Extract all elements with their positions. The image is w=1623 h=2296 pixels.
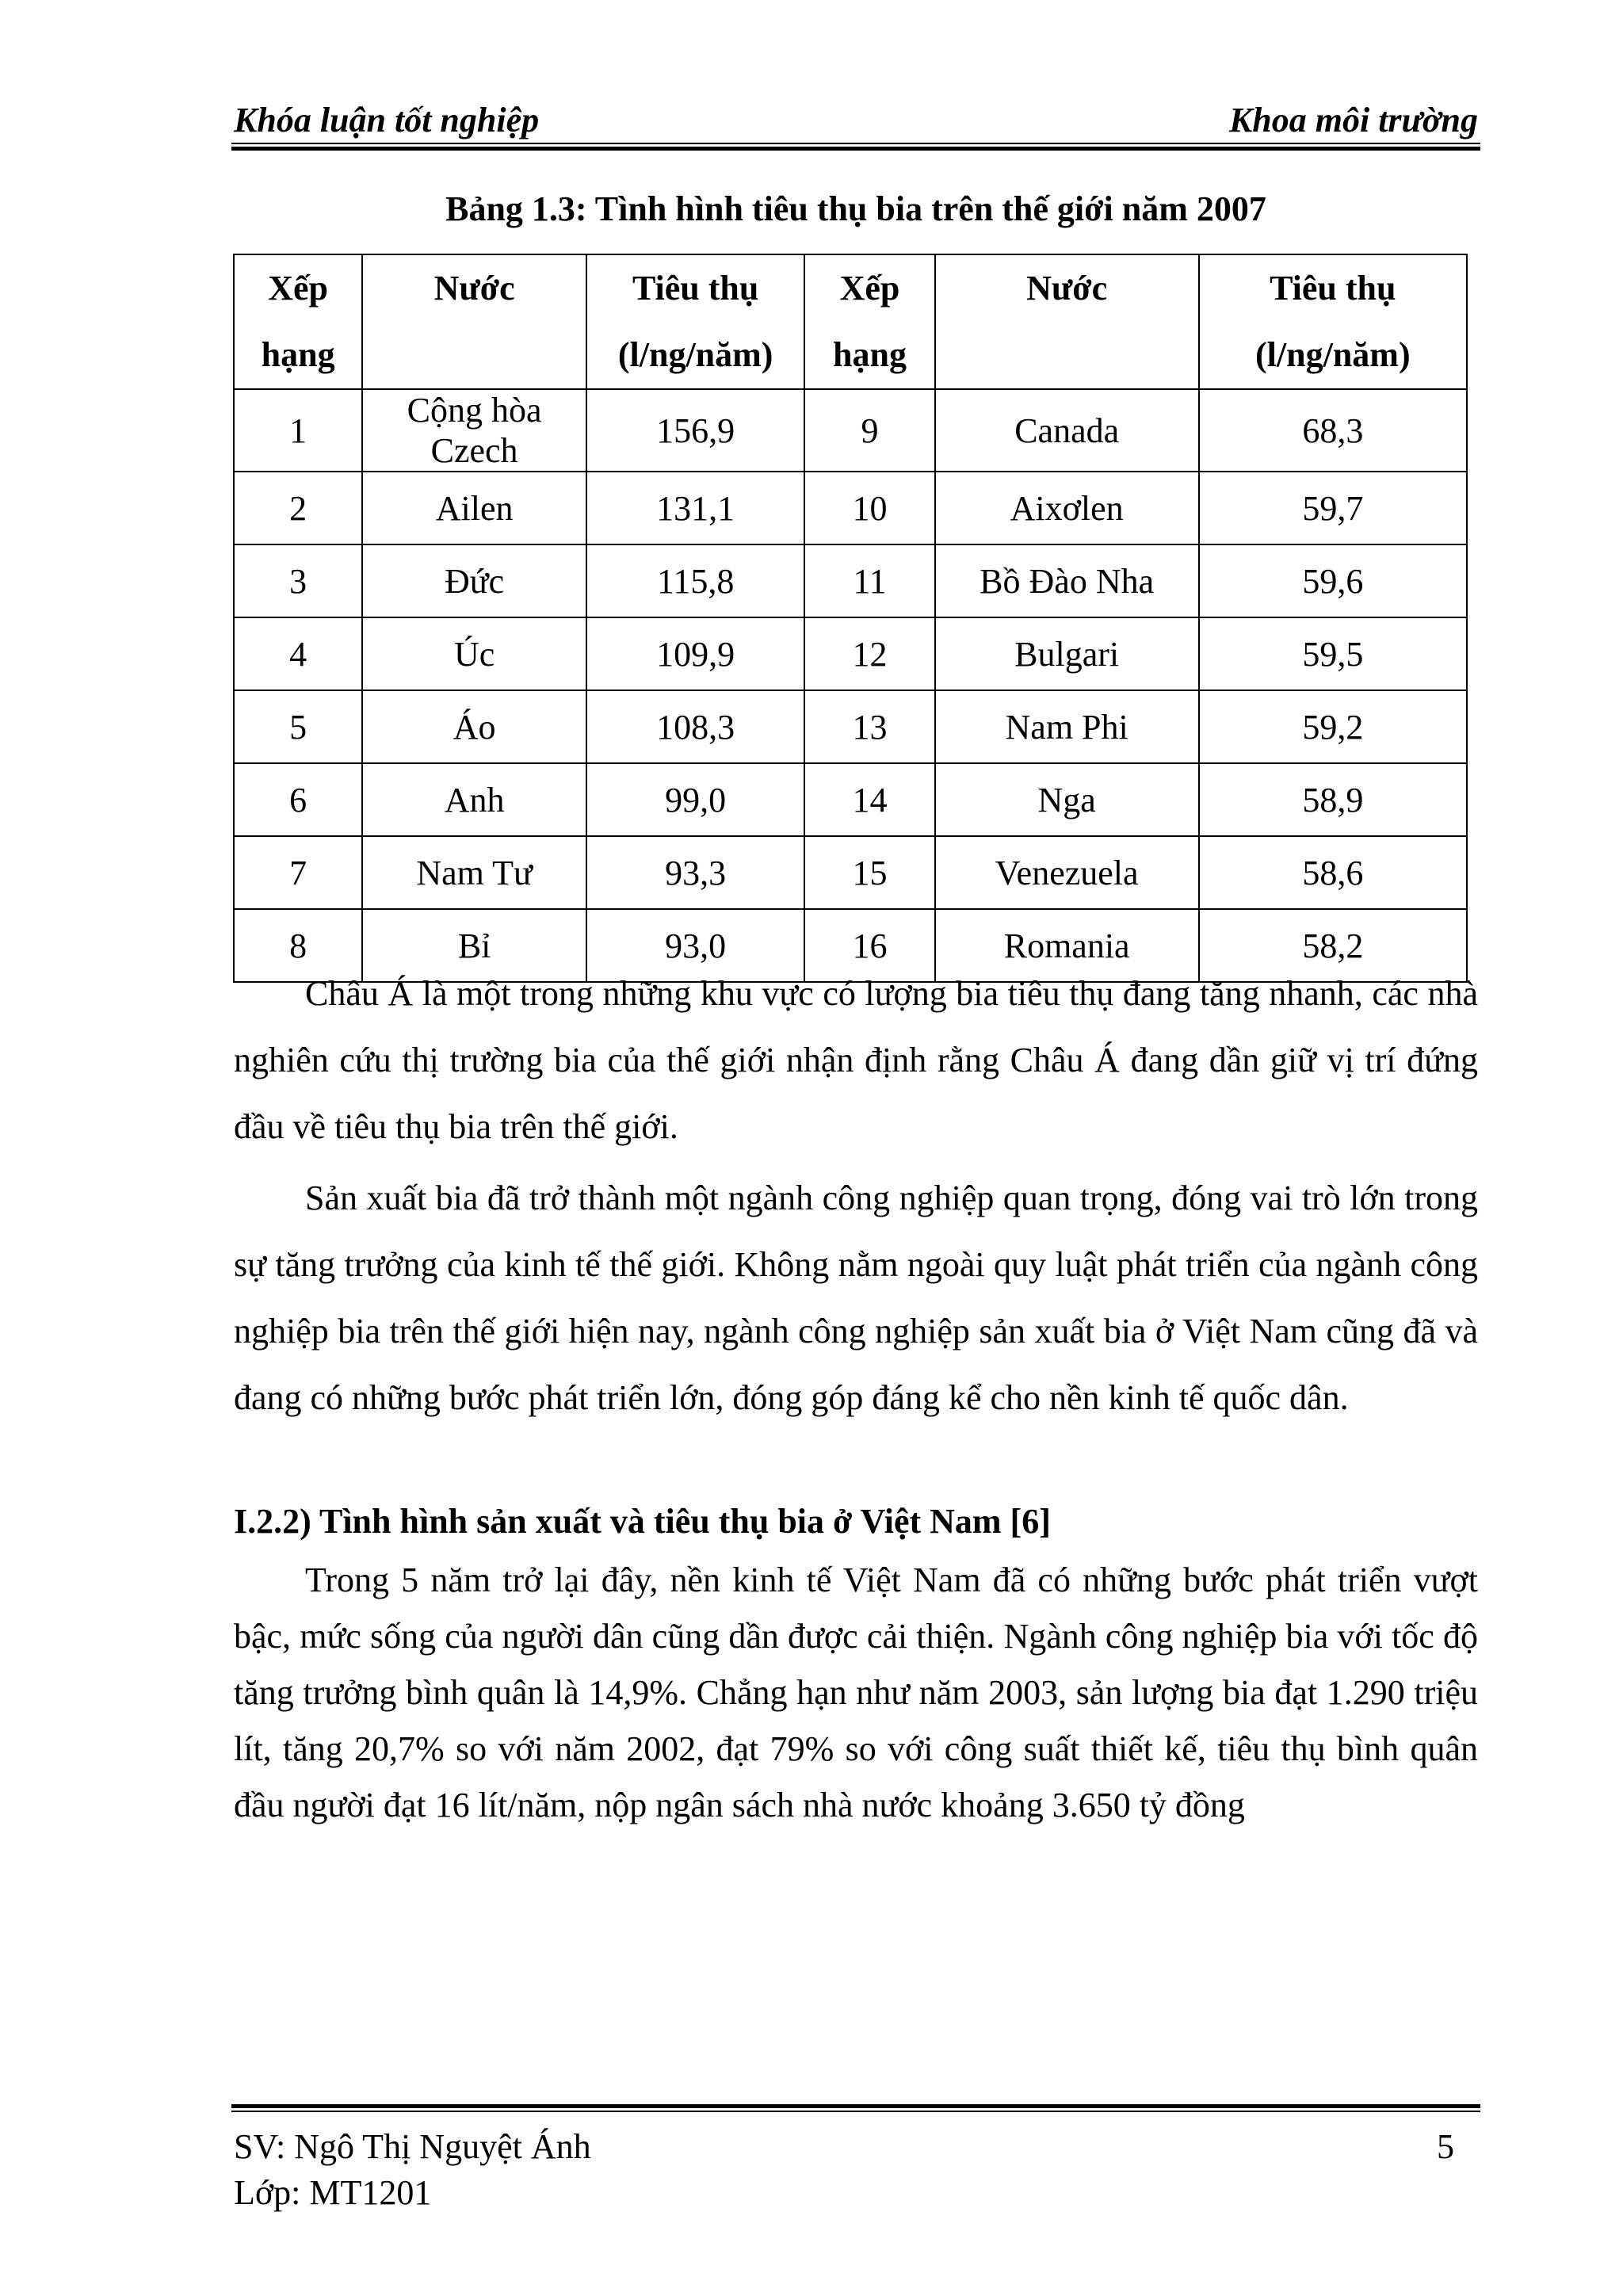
rank-cell: 16 <box>804 909 934 982</box>
country-cell: Đức <box>362 544 586 617</box>
table-header-row <box>234 254 1467 389</box>
consumption-cell: 58,2 <box>1199 909 1467 982</box>
consumption-cell: 115,8 <box>586 544 804 617</box>
country-cell: Canada <box>935 389 1199 472</box>
table-row <box>234 389 1467 472</box>
header-thesis-title: Khóa luận tốt nghiệp <box>234 101 540 139</box>
consumption-cell: 99,0 <box>586 763 804 836</box>
country-cell: Romania <box>935 909 1199 982</box>
rank-cell: 15 <box>804 836 934 909</box>
consumption-cell: 58,9 <box>1199 763 1467 836</box>
beer-consumption-table <box>233 254 1468 983</box>
rank-cell: 2 <box>234 472 362 544</box>
table-row <box>234 763 1467 836</box>
paragraph-beer-industry: Sản xuất bia đã trở thành một ngành công nghiệp quan trọng, đóng vai trò lớn trong sự tăng trưởng của kinh tế thế giới. Không nằm ngoài quy luật phát triển của ngành công nghiệp bia trên thế giới hiện nay, ngành công nghiệp sản xuất bia ở Việt Nam cũng đã và đang có những bước phát triển lớn, đóng góp đáng kể cho nền kinh tế quốc dân. <box>234 1179 1478 1417</box>
paragraph-asia: Châu Á là một trong những khu vực có lượng bia tiêu thụ đang tăng nhanh, các nhà nghiên cứu thị trường bia của thế giới nhận định rằng Châu Á đang dần giữ vị trí đứng đầu về tiêu thụ bia trên thế giới. <box>234 974 1478 1146</box>
table-row <box>234 472 1467 544</box>
consumption-cell: 58,6 <box>1199 836 1467 909</box>
table-caption: Bảng 1.3: Tình hình tiêu thụ bia trên thế giới năm 2007 <box>445 189 1266 228</box>
page-number: 5 <box>1437 2127 1454 2166</box>
rank-cell: 3 <box>234 544 362 617</box>
consumption-cell: 59,7 <box>1199 472 1467 544</box>
footer-class: Lớp: MT1201 <box>234 2173 432 2212</box>
body-section-2 <box>234 1552 1478 1833</box>
page-header <box>234 95 1478 144</box>
consumption-cell: 59,2 <box>1199 690 1467 763</box>
rank-cell: 5 <box>234 690 362 763</box>
country-cell: Venezuela <box>935 836 1199 909</box>
col-header-country: Nước <box>362 254 586 389</box>
footer-rule-thick <box>231 2104 1480 2108</box>
country-cell: Bồ Đào Nha <box>935 544 1199 617</box>
col-header-consumption: Tiêu thụ (l/ng/năm) <box>1199 254 1467 389</box>
page-footer <box>234 2124 1478 2216</box>
consumption-cell: 93,3 <box>586 836 804 909</box>
consumption-cell: 108,3 <box>586 690 804 763</box>
rank-cell: 8 <box>234 909 362 982</box>
rank-cell: 12 <box>804 617 934 690</box>
col-header-country: Nước <box>935 254 1199 389</box>
country-cell: Aixơlen <box>935 472 1199 544</box>
consumption-cell: 131,1 <box>586 472 804 544</box>
country-cell: Bulgari <box>935 617 1199 690</box>
country-cell: Nam Phi <box>935 690 1199 763</box>
table-row <box>234 544 1467 617</box>
country-cell: Cộng hòa Czech <box>362 389 586 472</box>
country-cell: Áo <box>362 690 586 763</box>
body-section-1 <box>234 961 1478 1431</box>
country-cell: Anh <box>362 763 586 836</box>
section-heading: I.2.2) Tình hình sản xuất và tiêu thụ bia ở Việt Nam [6] <box>234 1502 1051 1541</box>
table-row <box>234 617 1467 690</box>
header-rule-thick <box>231 147 1480 151</box>
consumption-cell: 68,3 <box>1199 389 1467 472</box>
col-header-rank: Xếp hạng <box>234 254 362 389</box>
rank-cell: 6 <box>234 763 362 836</box>
footer-rule-thin <box>231 2111 1480 2112</box>
country-cell: Nam Tư <box>362 836 586 909</box>
rank-cell: 14 <box>804 763 934 836</box>
table-row <box>234 836 1467 909</box>
col-header-rank: Xếp hạng <box>804 254 934 389</box>
rank-cell: 13 <box>804 690 934 763</box>
rank-cell: 4 <box>234 617 362 690</box>
table-row <box>234 690 1467 763</box>
country-cell: Nga <box>935 763 1199 836</box>
consumption-cell: 59,6 <box>1199 544 1467 617</box>
consumption-cell: 156,9 <box>586 389 804 472</box>
rank-cell: 9 <box>804 389 934 472</box>
consumption-cell: 109,9 <box>586 617 804 690</box>
country-cell: Úc <box>362 617 586 690</box>
header-department: Khoa môi trường <box>1228 101 1478 139</box>
consumption-cell: 93,0 <box>586 909 804 982</box>
rank-cell: 11 <box>804 544 934 617</box>
rank-cell: 1 <box>234 389 362 472</box>
col-header-consumption: Tiêu thụ (l/ng/năm) <box>586 254 804 389</box>
rank-cell: 7 <box>234 836 362 909</box>
rank-cell: 10 <box>804 472 934 544</box>
paragraph-vietnam: Trong 5 năm trở lại đây, nền kinh tế Việt Nam đã có những bước phát triển vượt bậc, mức sống của người dân cũng dần được cải thiện. Ngành công nghiệp bia với tốc độ tăng trưởng bình quân là 14,9%. Chẳng hạn như năm 2003, sản lượng bia đạt 1.290 triệu lít, tăng 20,7% so với năm 2002, đạt 79% so với công suất thiết kế, tiêu thụ bình quân đầu người đạt 16 lít/năm, nộp ngân sách nhà nước khoảng 3.650 tỷ đồng <box>234 1561 1478 1824</box>
country-cell: Ailen <box>362 472 586 544</box>
header-rule-thin <box>231 143 1480 144</box>
consumption-cell: 59,5 <box>1199 617 1467 690</box>
footer-student: SV: Ngô Thị Nguyệt Ánh <box>234 2127 591 2166</box>
country-cell: Bỉ <box>362 909 586 982</box>
